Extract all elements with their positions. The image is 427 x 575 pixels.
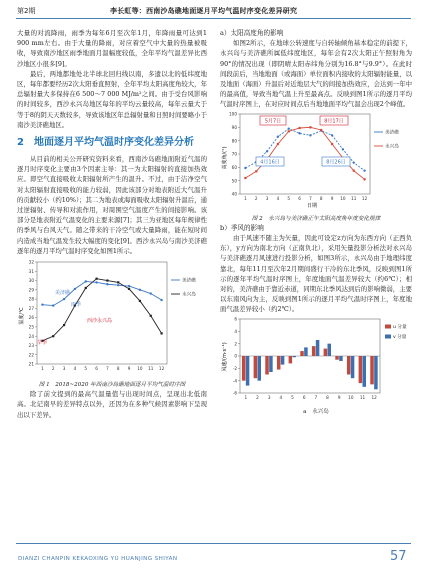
x-tick-label: 3 xyxy=(265,195,269,201)
bar xyxy=(300,351,304,356)
chart-axes xyxy=(229,111,370,200)
chart-marks xyxy=(242,340,378,389)
x-tick-label: 9 xyxy=(337,394,341,400)
data-point xyxy=(331,134,333,136)
annotation: 美济礁 xyxy=(55,290,71,297)
data-point xyxy=(353,161,355,163)
bar xyxy=(363,356,367,387)
data-point xyxy=(309,126,311,128)
x-tick-label: 11 xyxy=(148,366,154,372)
x-tick-label: 7 xyxy=(309,195,312,201)
y-tick-label: 26 xyxy=(28,315,34,321)
x-tick-label: 1 xyxy=(244,394,248,400)
x-tick-label: 12 xyxy=(371,394,377,400)
data-point xyxy=(139,300,141,302)
figure-3-subcaption: a 永兴岛 xyxy=(303,408,329,415)
x-tick-label: 10 xyxy=(340,195,346,201)
bar xyxy=(370,356,374,384)
x-tick-label: 5 xyxy=(291,394,294,400)
chart-legend xyxy=(171,277,196,298)
y-tick-label: 28 xyxy=(28,296,34,302)
y-tick-label: 4 xyxy=(234,328,237,334)
y-tick-label: 25 xyxy=(28,324,34,330)
right-column xyxy=(220,28,412,416)
y-axis-label: 温度/℃ xyxy=(19,307,25,325)
section-heading: 2 地面逐月平均气温时序变化差异分析 xyxy=(17,137,194,149)
y-tick-label: 23 xyxy=(28,343,34,349)
figure-2-chart xyxy=(220,110,412,210)
data-point xyxy=(150,315,152,317)
bar xyxy=(265,356,269,375)
bar xyxy=(258,356,262,381)
x-tick-label: 11 xyxy=(351,195,357,201)
data-point xyxy=(63,298,65,300)
data-point xyxy=(320,129,322,131)
annotation: 雨季 xyxy=(71,302,82,309)
chart-legend xyxy=(374,128,399,149)
x-tick-label: 4 xyxy=(276,195,280,201)
series-line xyxy=(245,127,364,179)
y-tick-label: 60 xyxy=(231,164,237,170)
x-tick-label: 2 xyxy=(51,366,55,372)
chart-legend xyxy=(385,323,407,340)
bar xyxy=(347,356,351,375)
page-footer xyxy=(0,540,427,575)
legend-label: 永兴岛 xyxy=(182,292,196,298)
x-tick-label: 7 xyxy=(314,394,318,400)
y-tick-label: 70 xyxy=(231,151,237,157)
data-point xyxy=(41,304,43,306)
y-tick-label: -6 xyxy=(232,390,237,396)
data-point xyxy=(255,170,257,172)
bar xyxy=(335,356,339,360)
x-tick-label: 11 xyxy=(359,394,366,400)
paragraph: 从目前的相关公开研究资料来看，西南沙岛礁地面附近气温的逐月时序变化主要由3个因素主导：其一为太阳辐射的直接加热效应。即空气直接吸收太阳辐射所产生的温升。不过，由于洁净空气对太阳辐射直接吸收的能力较弱，因此该部分对地表附近大气温升的贡献较小（约10%）；其二为地表或海面吸收太阳辐射升温后，通过逆辐射、传导和对流作用，对周围空气温度产生的间接影响。该部分是地表附近气温变化的主要来源[7]；其三为亚地区每年规律性的季风与台风天气。随之带来的干冷空气或大量降雨，能在短时间内造成当地气温发生较大幅度的变化[9]。西沙永兴岛与南沙美济礁逐年的逐月平均气温时序变化如图1所示。 xyxy=(17,155,207,255)
x-tick-label: 8 xyxy=(326,394,329,400)
y-tick-label: 0 xyxy=(234,353,237,359)
left-column xyxy=(17,28,207,420)
data-point xyxy=(150,292,152,294)
bar xyxy=(281,356,284,365)
y-tick-label: 30 xyxy=(28,278,34,284)
bar xyxy=(351,356,355,378)
data-point xyxy=(117,284,119,286)
y-tick-label: 2 xyxy=(234,340,237,346)
data-point xyxy=(277,135,279,137)
data-point xyxy=(128,285,130,287)
y-tick-label: 90 xyxy=(231,124,237,130)
data-point xyxy=(363,178,365,180)
data-point xyxy=(363,169,365,171)
legend-swatch xyxy=(385,334,391,338)
y-tick-label: 100 xyxy=(229,111,237,117)
header-rule xyxy=(16,18,411,19)
y-tick-label: -4 xyxy=(232,377,237,383)
data-point xyxy=(106,280,108,282)
bar xyxy=(246,356,250,386)
y-axis-label: 高度角/(°) xyxy=(222,146,228,170)
data-point xyxy=(288,130,290,132)
data-point xyxy=(244,177,246,179)
plot-frame xyxy=(37,262,167,364)
footer-rule xyxy=(16,543,411,544)
data-point xyxy=(160,332,162,334)
y-tick-label: 22 xyxy=(28,352,34,358)
running-title: 李长虹等：西南沙岛礁地面逐月平均气温时序变化差异研究 xyxy=(110,7,298,15)
data-point xyxy=(342,148,344,150)
x-tick-label: 5 xyxy=(287,195,291,201)
x-tick-label: 12 xyxy=(361,195,368,201)
data-point xyxy=(139,289,141,291)
data-point xyxy=(244,166,246,168)
bar xyxy=(293,356,297,357)
x-tick-label: 1 xyxy=(41,366,44,372)
bar xyxy=(312,346,316,356)
x-tick-label: 4 xyxy=(279,394,283,400)
bar xyxy=(289,356,293,363)
y-tick-label: 50 xyxy=(231,177,237,183)
data-point xyxy=(74,288,76,290)
bar xyxy=(374,356,378,389)
x-tick-label: 6 xyxy=(298,195,301,201)
plot-frame xyxy=(240,114,370,194)
y-tick-label: 6 xyxy=(234,316,237,322)
chart-marks xyxy=(41,278,163,342)
x-tick-label: 9 xyxy=(127,366,131,372)
x-tick-label: 2 xyxy=(254,195,258,201)
x-tick-label: 6 xyxy=(302,394,306,400)
x-axis-label: 日期 xyxy=(306,202,318,209)
legend-label: u 分量 xyxy=(393,324,407,330)
data-point xyxy=(52,335,54,337)
bar xyxy=(324,348,328,355)
data-point xyxy=(95,278,97,280)
y-tick-label: 27 xyxy=(28,306,34,312)
figure-3-chart xyxy=(220,315,412,403)
x-tick-label: 10 xyxy=(348,394,354,400)
annotation-box xyxy=(320,116,348,125)
x-tick-label: 8 xyxy=(116,366,120,372)
y-tick-label: 80 xyxy=(231,137,237,143)
legend-label: 永兴岛 xyxy=(385,144,399,150)
x-tick-label: 2 xyxy=(256,394,259,400)
figure-3 xyxy=(220,315,412,416)
x-tick-label: 3 xyxy=(62,366,66,372)
data-point xyxy=(117,281,119,283)
data-point xyxy=(63,324,65,326)
data-point xyxy=(331,143,333,145)
bar xyxy=(304,347,308,356)
bar xyxy=(328,343,332,355)
x-tick-label: 8 xyxy=(319,195,323,201)
series-line xyxy=(42,279,161,341)
x-tick-label: 9 xyxy=(330,195,334,201)
figure-1-caption: 图 1 2018~2020 年西南沙岛礁地面逐月平均气温时序图 xyxy=(38,382,186,389)
data-point xyxy=(128,288,130,290)
paragraph: 由于风速不随主为矢量，因此可设定z方向为东西方向（正西负东），y方向为南北方向（正南负北），采用矢量投影分析法对永兴岛与美济礁逐月风速进行投影分析，如图3所示，永兴岛由于地理纬度靠北，每年11月至次年2月期间盛行干冷的东北季风，反映到图1所示的逐年平均气温时序图上，年度地面气温差异较大（约6℃）；相对的，美济礁由于靠近赤道，同期东北季风达到后的影响微弱，主要以东南风向为主，反映到图1所示的逐月平均气温时序图上，年度地面气温差异较小（约2℃）。 xyxy=(220,234,412,314)
bar xyxy=(316,340,320,356)
annotation: 8月17日 xyxy=(324,118,344,125)
y-axis-label: 风速/(m·s⁻¹) xyxy=(222,342,228,372)
paragraph: 如图2所示，在地球公转速度与自转轴倾角基本稳定的前提下，永兴岛与美济礁所属低纬度地区，每年会有2次太阳正午照射角为90°的情况出现（即阴晴太阳赤纬角分别为16.8°与9.9°）。在此时间段前后，当地地面（或海面）单位面积内接收的太阳辐射能量，以及地面（海面）升温后对近地层大气的间接加热效应，会达到一年中的最高值，导致当地气温上升至最高点。反映到图1所示的逐月平均气温时序图上，在对应时间点后当地地面平均气温会出现2个峰值。 xyxy=(220,39,412,109)
annotation: 西沙永兴岛 xyxy=(87,318,113,325)
bar xyxy=(277,356,281,370)
annotation-box xyxy=(256,157,284,166)
chart-axes xyxy=(29,260,167,371)
annotation: 5月7日 xyxy=(264,118,282,125)
figure-2-caption: 图 2 永兴岛与美济礁正午太阳高度角年度变化规律 xyxy=(251,215,381,222)
data-point xyxy=(309,134,311,136)
y-tick-label: 40 xyxy=(231,191,237,197)
legend-label: 美济礁 xyxy=(385,130,399,136)
page-number: 57 xyxy=(390,549,407,564)
data-point xyxy=(95,281,97,283)
bar xyxy=(339,356,343,361)
legend-label: 美济礁 xyxy=(182,278,196,284)
paragraph: 最后，两地都地处北半球北回归线以南，多遗以北的低纬度地区，每年都要经历2次太阳垂直照射，全年平均太阳高度角较大，年总辐射量大多保持在6 500～7 000 MJ/m²之间。由于受台风影响的时间较多，西沙永兴岛地区每年的平均云量较高，每年云量大于等于8的阴天天数较多，导致该地区年总辐射量和日照时间要略小于南沙美济礁地区。 xyxy=(17,69,207,129)
x-tick-label: 10 xyxy=(137,366,143,372)
x-tick-label: 5 xyxy=(84,366,88,372)
data-point xyxy=(85,280,87,282)
figure-1-chart xyxy=(17,256,207,376)
data-point xyxy=(52,304,54,306)
data-point xyxy=(160,299,162,301)
data-point xyxy=(85,287,87,289)
y-tick-label: -2 xyxy=(232,365,237,371)
y-tick-label: 24 xyxy=(28,333,34,339)
y-tick-label: 31 xyxy=(28,268,34,274)
data-point xyxy=(277,143,279,145)
annotation-box xyxy=(260,116,286,125)
data-point xyxy=(106,283,108,285)
x-tick-label: 7 xyxy=(106,366,109,372)
x-tick-label: 1 xyxy=(244,195,247,201)
subsection-heading: b）季风的影响 xyxy=(220,223,264,232)
figure-2 xyxy=(220,110,412,223)
x-tick-label: 12 xyxy=(158,366,165,372)
annotation: 8月26日 xyxy=(326,159,346,166)
annotation: 4月16日 xyxy=(260,159,280,166)
y-tick-label: 21 xyxy=(28,361,34,367)
data-point xyxy=(288,127,290,129)
x-tick-label: 3 xyxy=(267,394,271,400)
bar xyxy=(242,356,246,381)
annotation: 旱季 xyxy=(37,340,48,347)
y-tick-label: 29 xyxy=(28,287,34,293)
paragraph: 大量的对流降雨，雨季为每年6月至次年1月，年降雨量可达到1 900 mm左右。由于大量的降雨，对应着空气中大量的热量被吸收，导致南沙地区雨季地面月温幅度较低，全年平均气温差异比西沙地区小很多[9]。 xyxy=(17,29,207,68)
subsection-heading: a）太阳高度角的影响 xyxy=(220,29,284,37)
bar xyxy=(254,356,258,378)
bar xyxy=(359,356,363,383)
x-tick-label: 4 xyxy=(73,366,77,372)
legend-label: v 分量 xyxy=(393,334,407,340)
chart-marks xyxy=(244,126,366,180)
page-header xyxy=(0,0,427,22)
x-tick-label: 6 xyxy=(95,366,98,372)
paragraph: 除了前文提到的最高气温量值与出现时间点，呈现出北低南高。北记南早的差异特点以外，还因为在多种气候因素影响下呈现出以下差异。 xyxy=(17,390,207,419)
bar xyxy=(269,356,273,372)
y-tick-label: 32 xyxy=(28,259,34,265)
annotation-box xyxy=(322,157,350,166)
data-point xyxy=(353,169,355,171)
legend-swatch xyxy=(385,324,391,328)
data-point xyxy=(266,150,268,152)
journal-name: DIANZI CHANPIN KEKAOXING YU HUANJING SHIYAN xyxy=(18,556,178,562)
data-point xyxy=(298,132,300,134)
data-point xyxy=(298,127,300,129)
issue-number: 第2期 xyxy=(17,7,36,15)
figure-1 xyxy=(17,256,207,389)
